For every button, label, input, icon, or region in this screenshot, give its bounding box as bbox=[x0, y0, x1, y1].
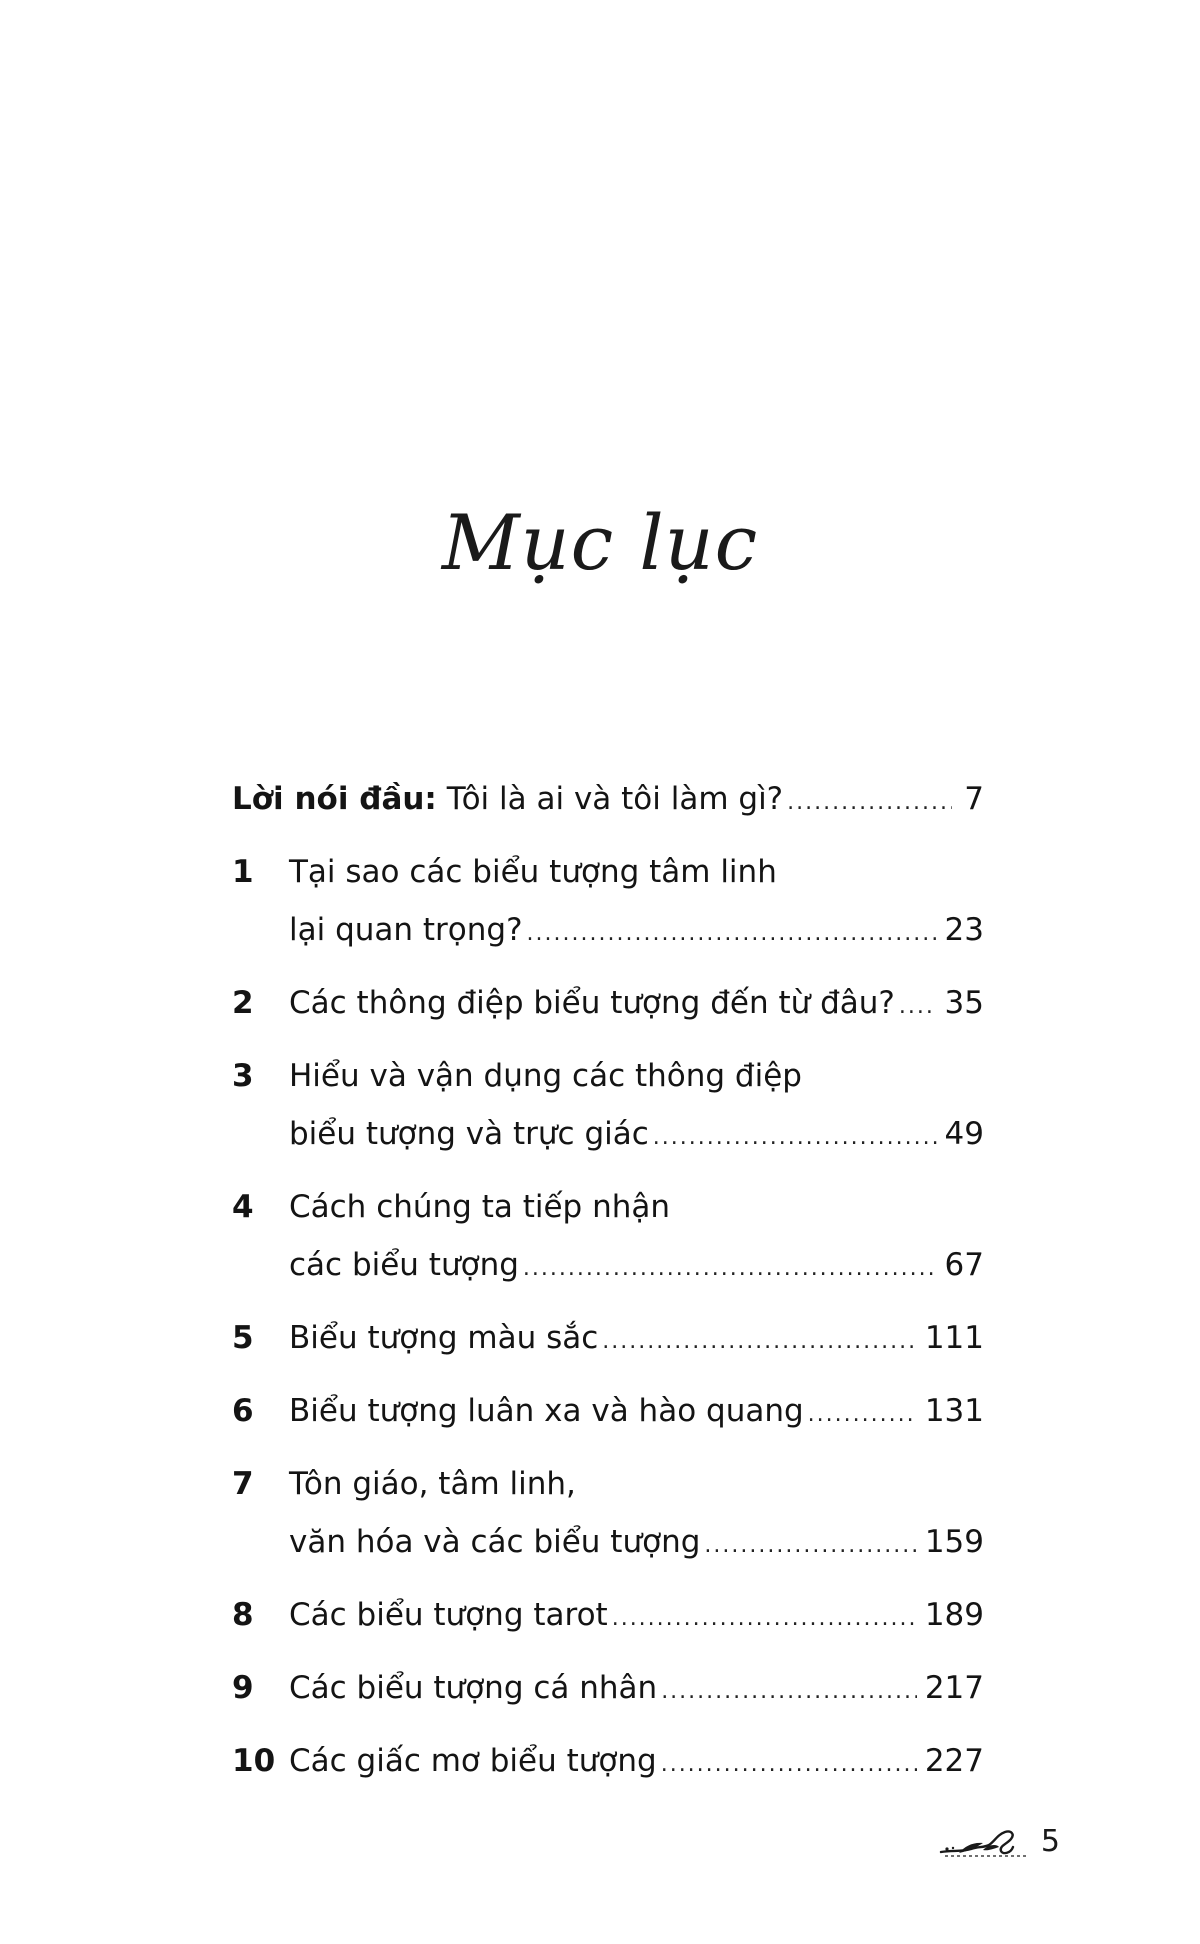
toc-page-number: 189 bbox=[924, 1597, 984, 1633]
toc-entry-leader-line bbox=[289, 1309, 984, 1371]
toc-entry-title-line-1: Các biểu tượng cá nhân bbox=[289, 1670, 658, 1706]
toc-entry-chapter-9[interactable] bbox=[232, 1659, 984, 1721]
page-title: Mục lục bbox=[441, 498, 759, 587]
toc-page-number: 131 bbox=[924, 1393, 984, 1429]
toc-page-number: 35 bbox=[944, 985, 984, 1021]
toc-entry-title-line-1: Biểu tượng luân xa và hào quang bbox=[289, 1393, 804, 1429]
toc-entry-leader-line bbox=[289, 1382, 984, 1444]
toc-entry-title-line-2: biểu tượng và trực giác bbox=[289, 1116, 649, 1152]
toc-entry-title-line-1: Cách chúng ta tiếp nhận bbox=[289, 1189, 671, 1225]
toc-entry-text bbox=[289, 1732, 984, 1794]
chapter-number: 1 bbox=[232, 854, 254, 890]
dot-leader bbox=[523, 1240, 937, 1298]
toc-entry-text bbox=[289, 1586, 984, 1648]
flourish-ornament-icon bbox=[939, 1822, 1035, 1862]
toc-entry-title-line-1: Các giấc mơ biểu tượng bbox=[289, 1743, 657, 1779]
toc-entry-leader-line bbox=[289, 1732, 984, 1794]
chapter-number: 7 bbox=[232, 1466, 254, 1502]
toc-entry-chapter-7[interactable] bbox=[232, 1455, 984, 1575]
toc-entry-title-line-1: Biểu tượng màu sắc bbox=[289, 1320, 599, 1356]
dot-leader bbox=[787, 774, 952, 832]
toc-entry-chapter-4[interactable] bbox=[232, 1178, 984, 1298]
chapter-number: 6 bbox=[232, 1393, 254, 1429]
toc-entry-chapter-6[interactable] bbox=[232, 1382, 984, 1444]
toc-entry-text bbox=[289, 1178, 984, 1298]
page-number: 5 bbox=[1040, 1824, 1060, 1859]
toc-entry-leader-line bbox=[289, 1105, 984, 1167]
toc-entry-text bbox=[289, 974, 984, 1036]
toc-entry-leader-line bbox=[289, 1236, 984, 1298]
toc-entry-leader-line bbox=[289, 1513, 984, 1575]
toc-entry-text bbox=[289, 1455, 984, 1575]
toc-entry-text bbox=[289, 843, 984, 963]
toc-entry-title-line-1: Các thông điệp biểu tượng đến từ đâu? bbox=[289, 985, 895, 1021]
toc-entry-title-line-2: các biểu tượng bbox=[289, 1247, 519, 1283]
dot-leader bbox=[704, 1517, 916, 1575]
chapter-number: 5 bbox=[232, 1320, 254, 1356]
toc-page-number: 23 bbox=[944, 912, 984, 948]
chapter-number: 3 bbox=[232, 1058, 254, 1094]
toc-entry-text bbox=[289, 1309, 984, 1371]
chapter-number: 4 bbox=[232, 1189, 254, 1225]
dot-leader bbox=[808, 1386, 917, 1444]
toc-entry-preface[interactable] bbox=[232, 770, 984, 832]
toc-entry-text bbox=[289, 1382, 984, 1444]
toc-entry-title-line-1: Tôn giáo, tâm linh, bbox=[289, 1466, 576, 1502]
toc-entry-title-line-1: Hiểu và vận dụng các thông điệp bbox=[289, 1058, 802, 1094]
toc-entry-chapter-8[interactable] bbox=[232, 1586, 984, 1648]
toc-page-number: 7 bbox=[964, 781, 984, 817]
chapter-number: 8 bbox=[232, 1597, 254, 1633]
toc-page-number: 217 bbox=[924, 1670, 984, 1706]
toc-entry-leader-line bbox=[232, 770, 984, 832]
toc-entry-leader-line bbox=[289, 901, 984, 963]
dot-leader bbox=[612, 1590, 917, 1648]
toc-entry-text bbox=[232, 770, 984, 832]
toc-entry-leader-line bbox=[289, 1659, 984, 1721]
toc-page-number: 227 bbox=[924, 1743, 984, 1779]
chapter-number: 10 bbox=[232, 1743, 276, 1779]
preface-text: Tôi là ai và tôi làm gì? bbox=[446, 781, 784, 817]
toc-entry-chapter-1[interactable] bbox=[232, 843, 984, 963]
toc-entry-chapter-2[interactable] bbox=[232, 974, 984, 1036]
toc-entry-leader-line bbox=[289, 974, 984, 1036]
toc-page-number: 49 bbox=[944, 1116, 984, 1152]
dot-leader bbox=[527, 905, 937, 963]
toc-entry-chapter-3[interactable] bbox=[232, 1047, 984, 1167]
chapter-number: 9 bbox=[232, 1670, 254, 1706]
toc-entry-chapter-5[interactable] bbox=[232, 1309, 984, 1371]
chapter-number: 2 bbox=[232, 985, 254, 1021]
toc-entry-title-line-2: lại quan trọng? bbox=[289, 912, 523, 948]
dot-leader bbox=[653, 1109, 937, 1167]
toc-page-number: 111 bbox=[924, 1320, 984, 1356]
toc-entry-text bbox=[289, 1047, 984, 1167]
table-of-contents bbox=[232, 770, 984, 1794]
dot-leader bbox=[661, 1736, 917, 1794]
preface-label: Lời nói đầu: bbox=[232, 781, 437, 817]
dot-leader bbox=[661, 1663, 917, 1721]
toc-entry-title bbox=[232, 770, 783, 828]
toc-entry-title-line-1: Tại sao các biểu tượng tâm linh bbox=[289, 854, 777, 890]
dot-leader bbox=[602, 1313, 917, 1371]
toc-entry-title-line-1: Các biểu tượng tarot bbox=[289, 1597, 608, 1633]
toc-entry-chapter-10[interactable] bbox=[232, 1732, 984, 1794]
toc-entry-title-line-2: văn hóa và các biểu tượng bbox=[289, 1524, 701, 1560]
toc-entry-leader-line bbox=[289, 1586, 984, 1648]
toc-entry-text bbox=[289, 1659, 984, 1721]
toc-page-number: 159 bbox=[924, 1524, 984, 1560]
toc-page-number: 67 bbox=[944, 1247, 984, 1283]
dot-leader bbox=[899, 978, 937, 1036]
page-footer bbox=[939, 1822, 1060, 1862]
